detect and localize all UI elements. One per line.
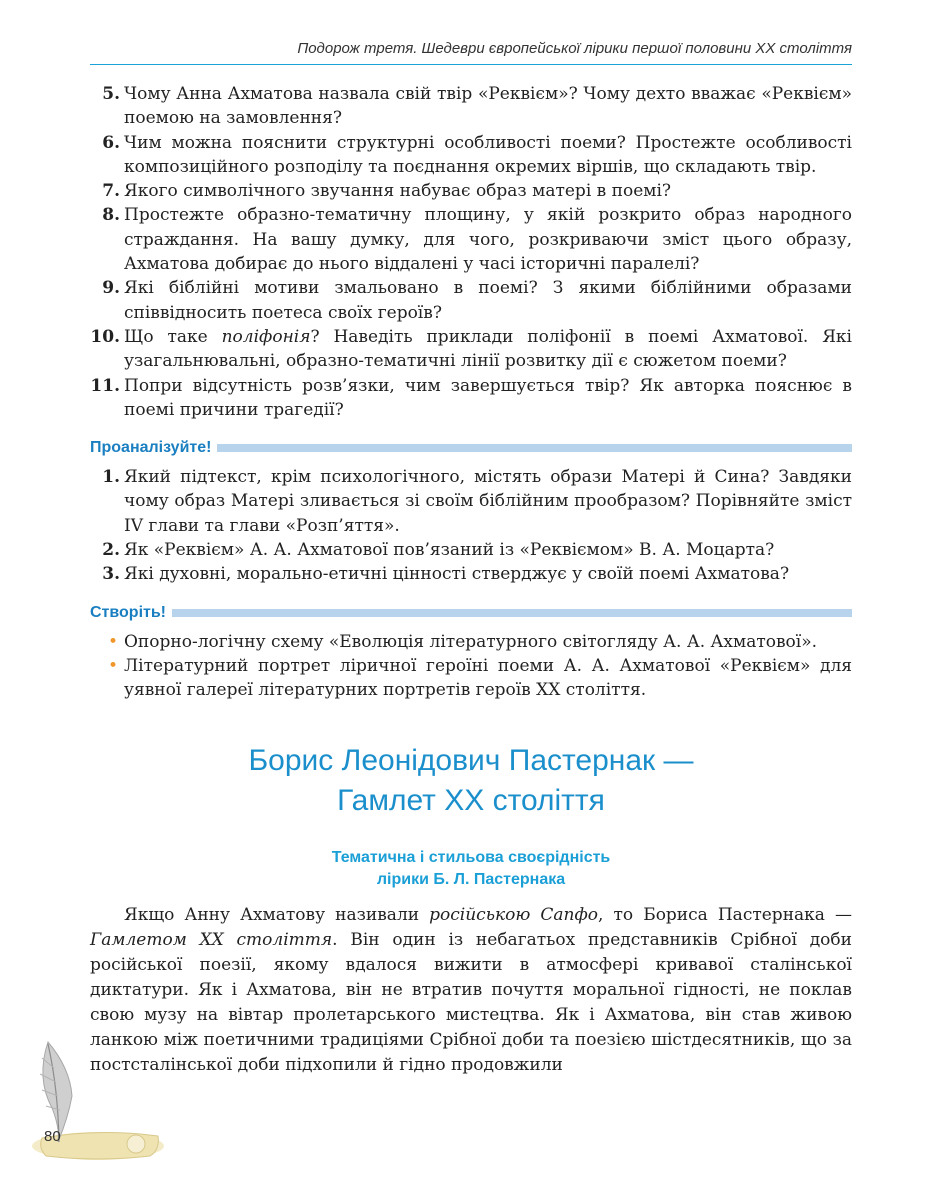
- analyze-list: [90, 465, 852, 586]
- paragraph-text: . Він один із небагатьох представників Срібної доби російської поезії, якому вдалося вижити в атмосфері кривавої сталінської диктатури. Як і Ахматова, він не втратив почуття моральної гідності, не поклав свою музу на вівтар пролетарського мистецтва. Як і Ахматова, він став живою ланкою між поетичними традиціями Срібної доби та поезією шістдесятників, що за постсталінської доби підхопили й гідно продовжили: [90, 929, 852, 1075]
- item-number: 10.: [90, 326, 120, 347]
- item-text: Який підтекст, крім психологічного, містять образи Матері й Сина? Завдяки чому образ Матері зливається зі своїм біблійним прообразом? Порівняйте зміст IV глави та глави «Розп’яття».: [124, 467, 852, 536]
- item-text-part: Що таке: [124, 326, 222, 347]
- questions-list: [90, 82, 852, 422]
- list-item: [90, 654, 852, 703]
- item-number: 2.: [102, 540, 120, 561]
- page-number: 80: [44, 1128, 61, 1145]
- item-text: Попри відсутність розв’язки, чим завершується твір? Як авторка пояснює в поемі причини трагедії?: [124, 375, 852, 420]
- bullet-icon: •: [107, 655, 118, 676]
- list-item: [90, 203, 852, 276]
- running-title: Подорож третя. Шедеври європейської лірики першої половини ХХ століття: [297, 40, 852, 57]
- item-number: 3.: [102, 564, 120, 585]
- section-bar: [217, 444, 852, 452]
- item-number: 5.: [102, 84, 120, 104]
- item-text: Якого символічного звучання набуває образ матері в поемі?: [124, 181, 672, 202]
- subtitle-line: Тематична і стильова своєрідність: [331, 848, 611, 866]
- analyze-section-header: [90, 437, 852, 459]
- subtitle-line: лірики Б. Л. Пастернака: [376, 870, 566, 888]
- item-number: 1.: [102, 467, 120, 488]
- list-item: [90, 276, 852, 325]
- header-rule: [90, 64, 852, 65]
- section-title: Створіть!: [90, 603, 167, 621]
- item-text: Опорно-логічну схему «Еволюція літературного світогляду А. А. Ахматової».: [124, 631, 818, 652]
- list-item: [90, 131, 852, 180]
- list-item: [90, 562, 852, 586]
- list-item: [90, 630, 852, 654]
- create-list: [90, 630, 852, 703]
- item-number: 6.: [102, 132, 120, 153]
- item-text-part: ? Наведіть приклади поліфонії в поемі Ахматової. Які узагальнювальні, образно-тематичні лінії розвитку дії є сюжетом поеми?: [124, 326, 852, 372]
- quill-scroll-icon: [18, 1038, 168, 1168]
- italic-phrase: російською Сапфо: [429, 904, 599, 925]
- item-text: Як «Реквієм» А. А. Ахматової пов’язаний із «Реквіємом» В. А. Моцарта?: [124, 540, 775, 561]
- paragraph-text: Якщо Анну Ахматову називали: [124, 904, 430, 925]
- list-item: [90, 465, 852, 538]
- item-text: Простежте образно-тематичну площину, у якій розкрито образ народного страждання. На вашу думку, для чого, розкриваючи зміст цього образу, Ахматова добирає до нього віддалені у часі історичні паралелі?: [124, 205, 852, 275]
- item-number: 9.: [102, 278, 120, 299]
- list-item: [90, 538, 852, 562]
- item-text: Які біблійні мотиви змальовано в поемі? З якими біблійними образами співвідносить поетеса своїх героїв?: [124, 278, 852, 323]
- list-item: [90, 82, 852, 131]
- item-text: Чим можна пояснити структурні особливості поеми? Простежте особливості композиційного розподілу та поєднання окремих віршів, що складають твір.: [124, 132, 852, 177]
- term-italic: поліфонія: [221, 326, 311, 347]
- section-subtitle: [90, 847, 852, 891]
- paragraph-text: , то Бориса Пастернака —: [598, 904, 852, 925]
- item-number: 8.: [102, 205, 120, 226]
- page-content: [90, 82, 852, 1095]
- section-title: Проаналізуйте!: [90, 439, 212, 457]
- create-section-header: [90, 602, 852, 624]
- item-number: 11.: [90, 375, 120, 396]
- list-item: [90, 325, 852, 374]
- item-text: Літературний портрет ліричної героїні поеми А. А. Ахматової «Реквієм» для уявної галереї літературних портретів героїв ХХ століття.: [124, 655, 852, 701]
- italic-phrase: Гамлетом ХХ століття: [90, 929, 333, 950]
- body-paragraph: [90, 903, 852, 1078]
- chapter-title: [90, 741, 852, 821]
- bullet-icon: •: [107, 631, 118, 652]
- item-text: [124, 325, 852, 374]
- list-item: [90, 179, 852, 203]
- item-text: Які духовні, морально-етичні цінності стверджує у своїй поемі Ахматова?: [124, 564, 790, 585]
- item-number: 7.: [102, 181, 120, 202]
- section-bar: [172, 609, 852, 617]
- chapter-title-line: Гамлет ХХ століття: [337, 783, 605, 817]
- chapter-title-line: Борис Леонідович Пастернак —: [248, 743, 694, 777]
- item-text: Чому Анна Ахматова назвала свій твір «Реквієм»? Чому дехто вважає «Реквієм» поемою на замовлення?: [124, 84, 852, 129]
- list-item: [90, 374, 852, 423]
